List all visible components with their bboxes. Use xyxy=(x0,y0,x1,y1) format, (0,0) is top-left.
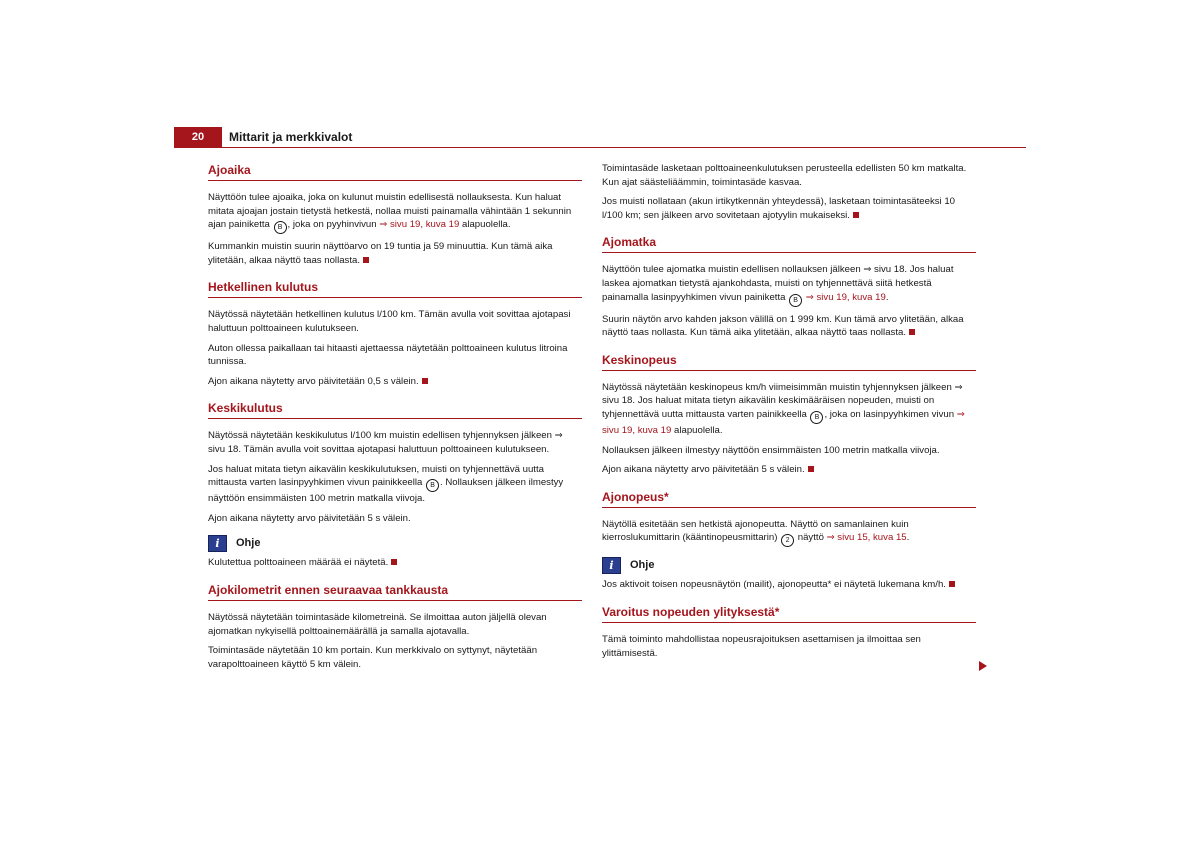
text: Jos muisti nollataan (akun irtikytkennän yhteydessä), lasketaan toimintasäteeksi 10 l/100 km; sen jälkeen arvo sovitetaan ajotyylin mukaiseksi. xyxy=(602,196,956,221)
text: Jos aktivoit toisen nopeusnäytön (mailit), ajonopeutta* ei näytetä lukemana km/h. xyxy=(602,579,946,591)
text: Ajon aikana näytetty arvo päivitetään 0,5 s välein. xyxy=(208,375,419,387)
text: . xyxy=(906,532,910,544)
paragraph: Näytössä näytetään hetkellinen kulutus l/100 km. Tämän avulla voit sovittaa ajotapasi haluttuun polttoaineen kulutukseen. xyxy=(208,309,571,334)
paragraph: Toimintasäde näytetään 10 km portain. Kun merkkivalo on syttynyt, näytetään varapolttoaineen käyttö 5 km välein. xyxy=(208,645,538,670)
paragraph xyxy=(208,463,582,506)
note-header xyxy=(602,557,976,574)
info-icon: i xyxy=(602,557,621,574)
section-title: Keskinopeus xyxy=(602,352,976,371)
paragraph: Nollauksen jälkeen ilmestyy näyttöön ensimmäisten 100 metrin matkalla viivoja. xyxy=(602,444,940,456)
gauge-2-icon: 2 xyxy=(781,534,794,547)
section-title: Ajomatka xyxy=(602,234,976,253)
text: Näyttöön tulee ajoaika, joka on kulunut muistin edellisestä nollauksesta. Kun haluat mitata ajoajan jostain tietystä hetkestä, nollaa muisti painamalla vähintään 1 sekunnin ajan painiketta xyxy=(208,192,572,231)
next-page-arrow-icon xyxy=(979,661,987,671)
note-title: Ohje xyxy=(236,537,261,550)
section-end-mark xyxy=(363,257,369,263)
section-title: Varoitus nopeuden ylityksestä* xyxy=(602,604,976,623)
text: Kummankin muistin suurin näyttöarvo on 19 tuntia ja 59 minuuttia. Kun tämä aika ylitetään, alkaa näyttö taas nollasta. xyxy=(208,241,553,266)
button-b-icon: B xyxy=(426,479,439,492)
note-text xyxy=(602,578,976,592)
note-header xyxy=(208,535,582,552)
section-end-mark xyxy=(853,212,859,218)
paragraph xyxy=(208,191,582,234)
section-ajomatka xyxy=(602,234,976,339)
left-column xyxy=(208,162,582,683)
cross-reference-link[interactable]: ⇒ sivu 15, kuva 15 xyxy=(826,532,907,544)
text: Kulutettua polttoaineen määrää ei näytetä. xyxy=(208,557,389,569)
paragraph: Näytössä näytetään toimintasäde kilometreinä. Se ilmoittaa auton jäljellä olevan ajomatkan nykyisellä polttoainemäärällä ja samalla ajotavalla. xyxy=(208,611,547,637)
section-end-mark xyxy=(391,559,397,565)
info-icon: i xyxy=(208,535,227,552)
text: . xyxy=(885,291,889,303)
paragraph xyxy=(208,375,582,389)
cross-reference-link[interactable]: ⇒ sivu 19, kuva 19 xyxy=(602,408,965,436)
text: Näytöllä esitetään sen hetkistä ajonopeutta. Näyttö on samanlainen kuin kierroslukumittarin (kääntinopeusmittarin) xyxy=(602,518,909,544)
section-title: Ajoaika xyxy=(208,162,582,181)
paragraph xyxy=(602,195,976,222)
paragraph xyxy=(208,240,582,267)
section-end-mark xyxy=(808,466,814,472)
paragraph: Ajon aikana näytetty arvo päivitetään 5 s välein. xyxy=(208,512,411,524)
section-toimintasade-continued xyxy=(602,162,976,222)
paragraph xyxy=(602,313,976,340)
section-keskinopeus xyxy=(602,352,976,477)
section-title: Ajokilometrit ennen seuraavaa tankkausta xyxy=(208,582,582,601)
text: Näytössä näytetään keskinopeus km/h viimeisimmän muistin tyhjennyksen jälkeen ⇒ sivu 18. Jos haluat mitata tietyn aikavälin keskimääräisen nopeuden, muisti on tyhjennettävä uutta mittausta varten painikkeella xyxy=(602,381,963,420)
text: alapuolella. xyxy=(462,219,511,231)
section-hetkellinen-kulutus xyxy=(208,279,582,388)
paragraph: Toimintasäde lasketaan polttoaineenkulutuksen perusteella edellisten 50 km matkalta. Kun ajat säästeliäämmin, toimintasäde kasvaa. xyxy=(602,163,967,188)
right-column xyxy=(602,162,976,672)
button-b-icon: B xyxy=(810,411,823,424)
paragraph: Auton ollessa paikallaan tai hitaasti ajettaessa näytetään polttoaineen kulutus litroina tunnissa. xyxy=(208,342,568,368)
section-title: Keskikulutus xyxy=(208,400,582,419)
section-varoitus xyxy=(602,604,976,660)
text: Suurin näytön arvo kahden jakson välillä on 1 999 km. Kun tämä arvo ylitetään, alkaa näyttö taas nollasta. Kun tämä aika ylitetään, alkaa näyttö taas nollasta. xyxy=(602,313,964,339)
page-number: 20 xyxy=(174,127,222,148)
text: . Nollauksen jälkeen ilmestyy näyttöön ensimmäisten 100 metrin matkalla viivoja. xyxy=(208,477,564,505)
section-ajonopeus xyxy=(602,489,976,592)
note-title: Ohje xyxy=(630,559,655,572)
cross-reference-link[interactable]: ⇒ sivu 19, kuva 19 xyxy=(379,219,460,231)
page-header xyxy=(174,127,1026,148)
paragraph xyxy=(602,263,976,306)
paragraph: Tämä toiminto mahdollistaa nopeusrajoituksen asettamisen ja ilmoittaa sen ylittämisestä. xyxy=(602,633,921,659)
paragraph xyxy=(602,463,976,477)
section-ajokilometrit xyxy=(208,582,582,671)
header-rule xyxy=(174,147,1026,148)
text: Ajon aikana näytetty arvo päivitetään 5 s välein. xyxy=(602,464,805,476)
text: , joka on lasinpyyhkimen vivun xyxy=(824,408,955,420)
text: Jos haluat mitata tietyn aikavälin keskikulutuksen, muisti on tyhjennettävä uutta mittausta varten lasinpyyhkimen vivun painikkeella xyxy=(208,463,544,489)
paragraph xyxy=(602,381,976,438)
section-title: Hetkellinen kulutus xyxy=(208,279,582,298)
note-text xyxy=(208,556,582,570)
text: näyttö xyxy=(797,532,824,544)
section-keskikulutus xyxy=(208,400,582,570)
text: alapuolella. xyxy=(674,424,723,436)
button-b-icon: B xyxy=(789,294,802,307)
section-ajoaika xyxy=(208,162,582,267)
button-b-icon: B xyxy=(274,221,287,234)
paragraph: Näytössä näytetään keskikulutus l/100 km muistin edellisen tyhjennyksen jälkeen ⇒ sivu 18. Tämän avulla voit sovittaa ajotapasi haluttuun polttoaineen kulutukseen. xyxy=(208,430,563,455)
section-title: Ajonopeus* xyxy=(602,489,976,508)
text: Näyttöön tulee ajomatka muistin edellisen nollauksen jälkeen ⇒ sivu 18. Jos haluat laskea ajomatkan tietystä ajankohdasta, muisti on tyhjennettävä siitä hetkestä painamalla lasinpyyhkimen vivun painiketta xyxy=(602,264,954,303)
section-end-mark xyxy=(949,581,955,587)
section-end-mark xyxy=(422,378,428,384)
section-end-mark xyxy=(909,329,915,335)
cross-reference-link[interactable]: ⇒ sivu 19, kuva 19 xyxy=(805,291,886,303)
chapter-title: Mittarit ja merkkivalot xyxy=(229,130,353,144)
paragraph xyxy=(602,518,976,548)
text: , joka on pyyhinvivun xyxy=(287,219,377,231)
